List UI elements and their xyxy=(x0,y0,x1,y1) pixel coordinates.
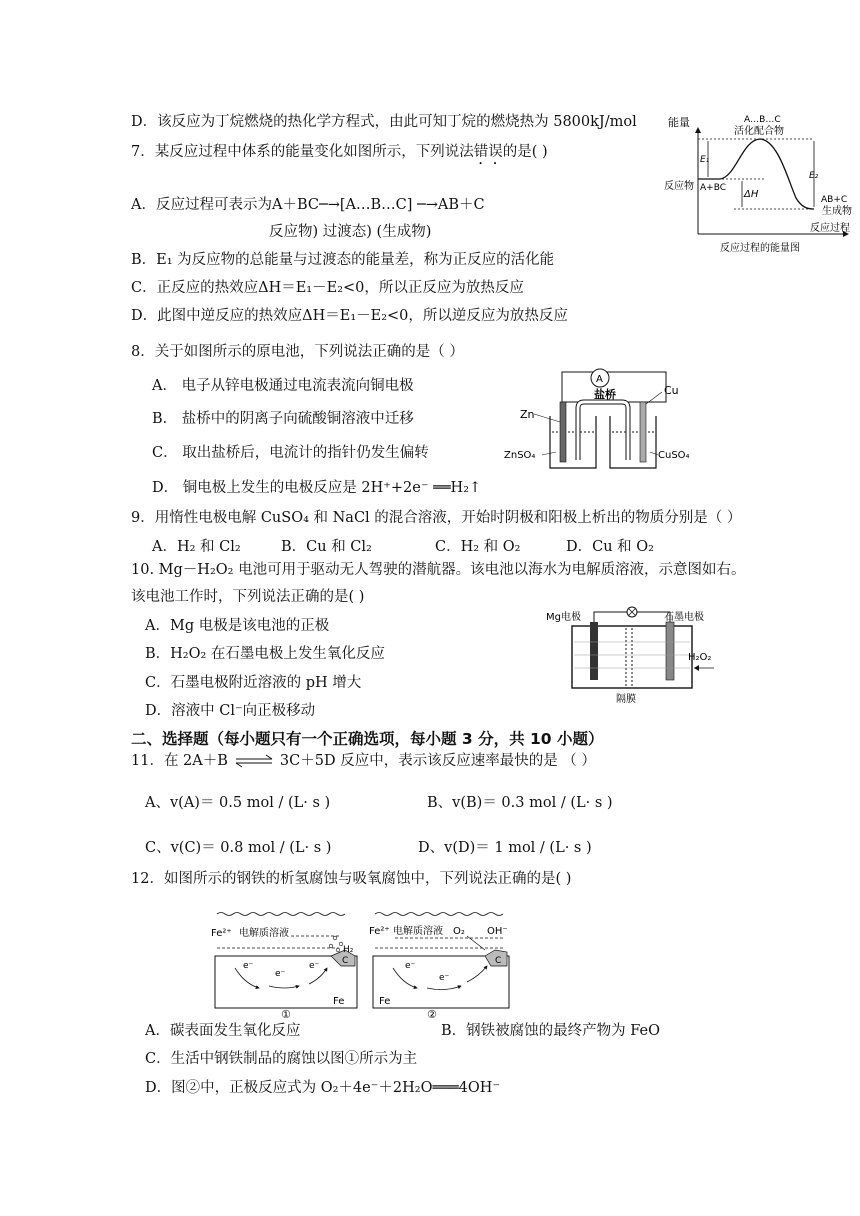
panel1-carbon-label: C xyxy=(342,956,349,966)
mg-h2o2-cell-diagram xyxy=(544,600,724,706)
energy-caption: 反应过程的能量图 xyxy=(720,243,800,254)
panel1-fe-label: Fe xyxy=(333,996,345,1007)
cuso4-label: CuSO₄ xyxy=(658,450,690,461)
e1-label: E₁ xyxy=(700,155,710,165)
q7-stem-c: 的是( ) xyxy=(502,144,548,160)
q11-stem-a: 11．在 2A＋B xyxy=(131,753,228,769)
corrosion-diagram xyxy=(205,906,525,1018)
q12-option-d: D．图②中，正极反应式为 O₂＋4e⁻＋2H₂O═══4OH⁻ xyxy=(145,1080,501,1096)
panel1-label: ① xyxy=(281,1008,291,1018)
q10-option-b: B．H₂O₂ 在石墨电极上发生氧化反应 xyxy=(145,646,385,662)
q11-option-a: A、v(A)＝ 0.5 mol / (L· s ) xyxy=(145,795,331,811)
h2o2-label: H₂O₂ xyxy=(688,652,712,663)
transition-label-1: A…B…C xyxy=(744,115,781,125)
panel2-o2-label: O₂ xyxy=(453,926,465,937)
q9-option-c: C．H₂ 和 O₂ xyxy=(435,539,521,555)
znso4-label: ZnSO₄ xyxy=(504,450,536,461)
q11-option-b: B、v(B)＝ 0.3 mol / (L· s ) xyxy=(427,795,613,811)
panel2-fe2-label: Fe²⁺ xyxy=(369,926,390,937)
panel2-fe-label: Fe xyxy=(379,996,391,1007)
salt-bridge-label: 盐桥 xyxy=(594,388,616,401)
panel1-fe2-label: Fe²⁺ xyxy=(211,928,232,939)
product-label: 生成物 xyxy=(822,206,852,217)
panel2-e-label-2: e⁻ xyxy=(439,973,450,983)
q7-option-a: A．反应过程可表示为A＋BC─→[A…B…C] ─→AB＋C xyxy=(131,197,485,213)
q7-option-d: D．此图中逆反应的热效应ΔH＝E₁－E₂<0，所以逆反应为放热反应 xyxy=(131,308,568,324)
q7-stem-a: 7．某反应过程中体系的能量变化如图所示，下列说法 xyxy=(131,144,474,160)
equilibrium-arrow-icon xyxy=(232,754,276,768)
q11-stem-b: 3C＋5D 反应中，表示该反应速率最快的是 （ ） xyxy=(279,753,596,769)
e2-label: E₂ xyxy=(809,171,819,181)
q9-option-a: A．H₂ 和 Cl₂ xyxy=(152,539,241,555)
panel1-wave xyxy=(217,913,345,916)
panel2-wave xyxy=(375,913,503,916)
q9-stem: 9．用惰性电极电解 CuSO₄ 和 NaCl 的混合溶液，开始时阴极和阳极上析出的物质分别是（ ） xyxy=(131,510,742,526)
q10-option-d: D．溶液中 Cl⁻向正极移动 xyxy=(145,703,316,719)
reactant-formula: A+BC xyxy=(700,183,726,193)
q11-stem xyxy=(131,751,596,771)
reactant-label: 反应物 xyxy=(664,181,694,192)
galvanic-cell-diagram xyxy=(500,364,700,472)
panel1-e-label-2: e⁻ xyxy=(275,969,286,979)
mg-electrode-label: Mg电极 xyxy=(546,612,581,623)
panel2-oh-label: OH⁻ xyxy=(487,926,508,937)
dh-label: ΔH xyxy=(744,189,759,200)
product-formula: AB+C xyxy=(821,195,848,205)
q8-stem: 8．关于如图所示的原电池，下列说法正确的是（ ） xyxy=(131,344,464,360)
q12-option-b: B．钢铁被腐蚀的最终产物为 FeO xyxy=(441,1023,660,1039)
panel2-carbon-label: C xyxy=(495,956,502,966)
q9-option-d: D．Cu 和 O₂ xyxy=(566,539,654,555)
q7-option-b: B．E₁ 为反应物的总能量与过渡态的能量差，称为正反应的活化能 xyxy=(131,252,555,268)
q7-option-a-labels: 反应物) 过渡态) (生成物) xyxy=(269,224,432,240)
q6-option-d: D．该反应为丁烷燃烧的热化学方程式，由此可知丁烷的燃烧热为 5800kJ/mol xyxy=(131,114,637,130)
q10-stem-line2: 该电池工作时，下列说法正确的是( ) xyxy=(131,589,365,605)
y-axis-label: 能量 xyxy=(668,116,690,129)
q8-option-d: D． 铜电极上发生的电极反应是 2H⁺+2e⁻ ══H₂↑ xyxy=(152,480,482,496)
q11-option-d: D、v(D)＝ 1 mol / (L· s ) xyxy=(418,840,592,856)
transition-label-2: 活化配合物 xyxy=(734,126,784,137)
q10-stem-line1: 10. Mg－H₂O₂ 电池可用于驱动无人驾驶的潜航器。该电池以海水为电解质溶液，示意图如右。 xyxy=(131,562,746,578)
ammeter-label: A xyxy=(596,374,603,385)
zn-beaker xyxy=(550,416,596,468)
zn-electrode xyxy=(560,402,566,462)
q10-option-a: A．Mg 电极是该电池的正极 xyxy=(145,618,330,634)
panel1-e-label-3: e⁻ xyxy=(309,961,320,971)
q8-option-c: C． 取出盐桥后，电流计的指针仍发生偏转 xyxy=(152,445,429,461)
q9-option-b: B．Cu 和 Cl₂ xyxy=(281,539,372,555)
salt-bridge xyxy=(578,402,628,460)
panel1-e-label-1: e⁻ xyxy=(243,961,254,971)
q12-stem: 12．如图所示的钢铁的析氢腐蚀与吸氧腐蚀中，下列说法正确的是( ) xyxy=(131,871,572,887)
cu-label: Cu xyxy=(664,384,679,397)
q12-option-a: A．碳表面发生氧化反应 xyxy=(145,1023,301,1039)
q8-option-a: A． 电子从锌电极通过电流表流向铜电极 xyxy=(152,378,414,394)
zn-label: Zn xyxy=(520,408,535,421)
graphite-electrode-label: 石墨电极 xyxy=(664,612,704,623)
q7-stem xyxy=(131,142,548,168)
panel2-solution-label: 电解质溶液 xyxy=(393,926,443,937)
energy-diagram xyxy=(664,110,860,260)
q7-option-c: C．正反应的热效应ΔH＝E₁－E₂<0，所以正反应为放热反应 xyxy=(131,280,524,296)
panel2-e-label-1: e⁻ xyxy=(405,961,416,971)
membrane-label: 隔膜 xyxy=(616,694,636,705)
cu-electrode xyxy=(640,402,646,462)
panel2-label: ② xyxy=(427,1008,437,1018)
q12-option-c: C．生活中钢铁制品的腐蚀以图①所示为主 xyxy=(145,1051,418,1067)
q7-stem-emphasis: 错误 xyxy=(473,144,503,160)
section-2-heading: 二、选择题（每小题只有一个正确选项，每小题 3 分，共 10 小题） xyxy=(131,730,604,748)
cu-beaker xyxy=(610,416,656,468)
x-axis-label: 反应过程 xyxy=(810,223,850,234)
panel1-h2-label: H₂ xyxy=(343,945,354,955)
graphite-electrode xyxy=(666,622,674,680)
q11-option-c: C、v(C)＝ 0.8 mol / (L· s ) xyxy=(145,840,332,856)
mg-electrode xyxy=(590,622,598,680)
panel1-solution-label: 电解质溶液 xyxy=(239,928,289,939)
q8-option-b: B． 盐桥中的阴离子向硫酸铜溶液中迁移 xyxy=(152,411,414,427)
q10-option-c: C．石墨电极附近溶液的 pH 增大 xyxy=(145,675,362,691)
